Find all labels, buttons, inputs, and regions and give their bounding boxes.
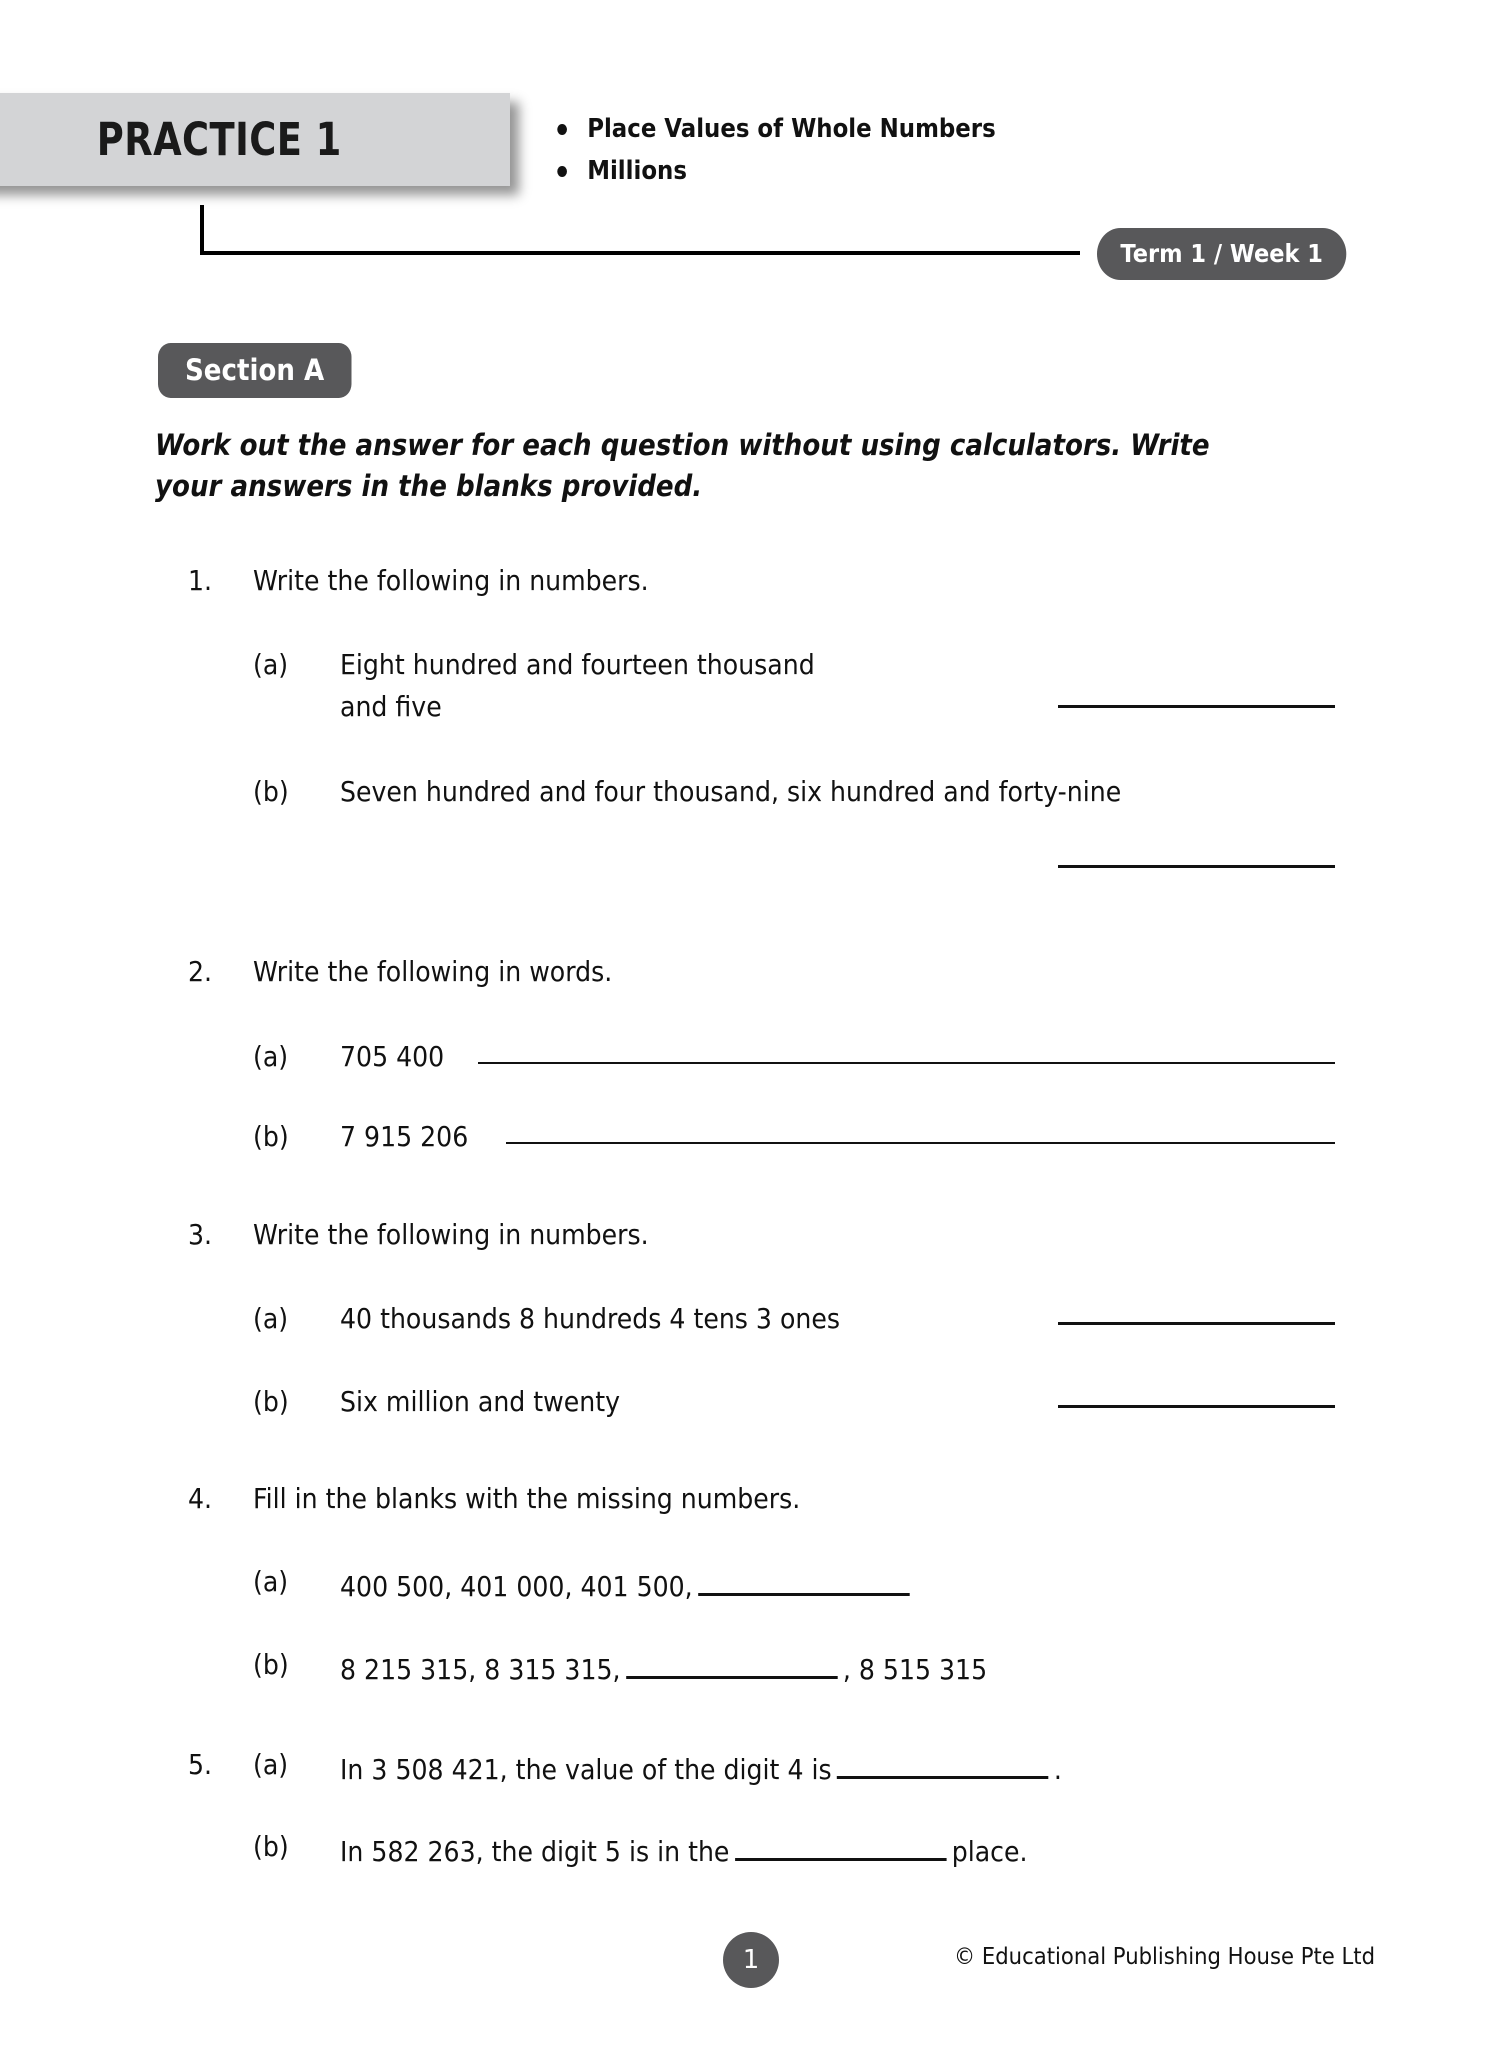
- answer-blank[interactable]: [735, 1830, 947, 1861]
- question-number: 2.: [188, 955, 213, 988]
- answer-blank[interactable]: [837, 1748, 1048, 1779]
- part-sentence: [340, 1830, 1028, 1868]
- page-title: PRACTICE 1: [96, 113, 342, 166]
- section-badge: Section A: [158, 343, 351, 398]
- part-label: (a): [253, 1302, 289, 1335]
- sentence-before: In 3 508 421, the value of the digit 4 is: [340, 1753, 832, 1786]
- part-text: Seven hundred and four thousand, six hundred and forty-nine: [340, 775, 1122, 808]
- term-week-badge: Term 1 / Week 1: [1097, 228, 1346, 280]
- part-label: (b): [253, 1648, 289, 1681]
- sentence-after: place.: [951, 1835, 1028, 1868]
- part-label: (b): [253, 1830, 289, 1863]
- question-number: 5.: [188, 1748, 213, 1781]
- answer-blank[interactable]: [1058, 865, 1335, 868]
- part-text: Eight hundred and fourteen thousand: [340, 648, 815, 681]
- sequence-after: , 8 515 315: [842, 1653, 988, 1686]
- sentence-before: In 582 263, the digit 5 is in the: [340, 1835, 730, 1868]
- answer-blank[interactable]: [1058, 1405, 1335, 1408]
- answer-blank[interactable]: [698, 1565, 909, 1596]
- part-label: (b): [253, 1385, 289, 1418]
- part-label: (b): [253, 1120, 289, 1153]
- part-sequence: [340, 1648, 987, 1686]
- part-sequence: [340, 1565, 915, 1603]
- section-instructions: Work out the answer for each question without using calculators. Write your answers in the blanks provided.: [155, 428, 1210, 503]
- part-label: (a): [253, 648, 289, 681]
- answer-blank[interactable]: [506, 1142, 1335, 1144]
- answer-blank[interactable]: [478, 1062, 1335, 1064]
- copyright-notice: © Educational Publishing House Pte Ltd: [954, 1944, 1376, 1970]
- part-label: (a): [253, 1565, 289, 1598]
- sequence-before: 8 215 315, 8 315 315,: [340, 1653, 621, 1686]
- question-number: 3.: [188, 1218, 213, 1251]
- part-value: 705 400: [340, 1040, 445, 1073]
- question-prompt: Fill in the blanks with the missing numbers.: [253, 1482, 801, 1515]
- answer-blank[interactable]: [626, 1648, 838, 1679]
- page-number-badge: 1: [723, 1932, 779, 1988]
- part-label: (b): [253, 775, 289, 808]
- question-prompt: Write the following in words.: [253, 955, 613, 988]
- topic-label: Place Values of Whole Numbers: [587, 114, 996, 144]
- part-text-cont: and five: [340, 690, 442, 723]
- answer-blank[interactable]: [1058, 705, 1335, 708]
- sentence-after: .: [1053, 1753, 1062, 1786]
- topic-label: Millions: [587, 156, 687, 186]
- question-prompt: Write the following in numbers.: [253, 1218, 649, 1251]
- part-value: 7 915 206: [340, 1120, 469, 1153]
- part-label: (a): [253, 1748, 289, 1781]
- part-text: 40 thousands 8 hundreds 4 tens 3 ones: [340, 1302, 841, 1335]
- question-number: 4.: [188, 1482, 213, 1515]
- part-label: (a): [253, 1040, 289, 1073]
- part-sentence: [340, 1748, 1062, 1786]
- part-text: Six million and twenty: [340, 1385, 621, 1418]
- sequence-before: 400 500, 401 000, 401 500,: [340, 1570, 693, 1603]
- question-number: 1.: [188, 564, 213, 597]
- question-prompt: Write the following in numbers.: [253, 564, 649, 597]
- answer-blank[interactable]: [1058, 1322, 1335, 1325]
